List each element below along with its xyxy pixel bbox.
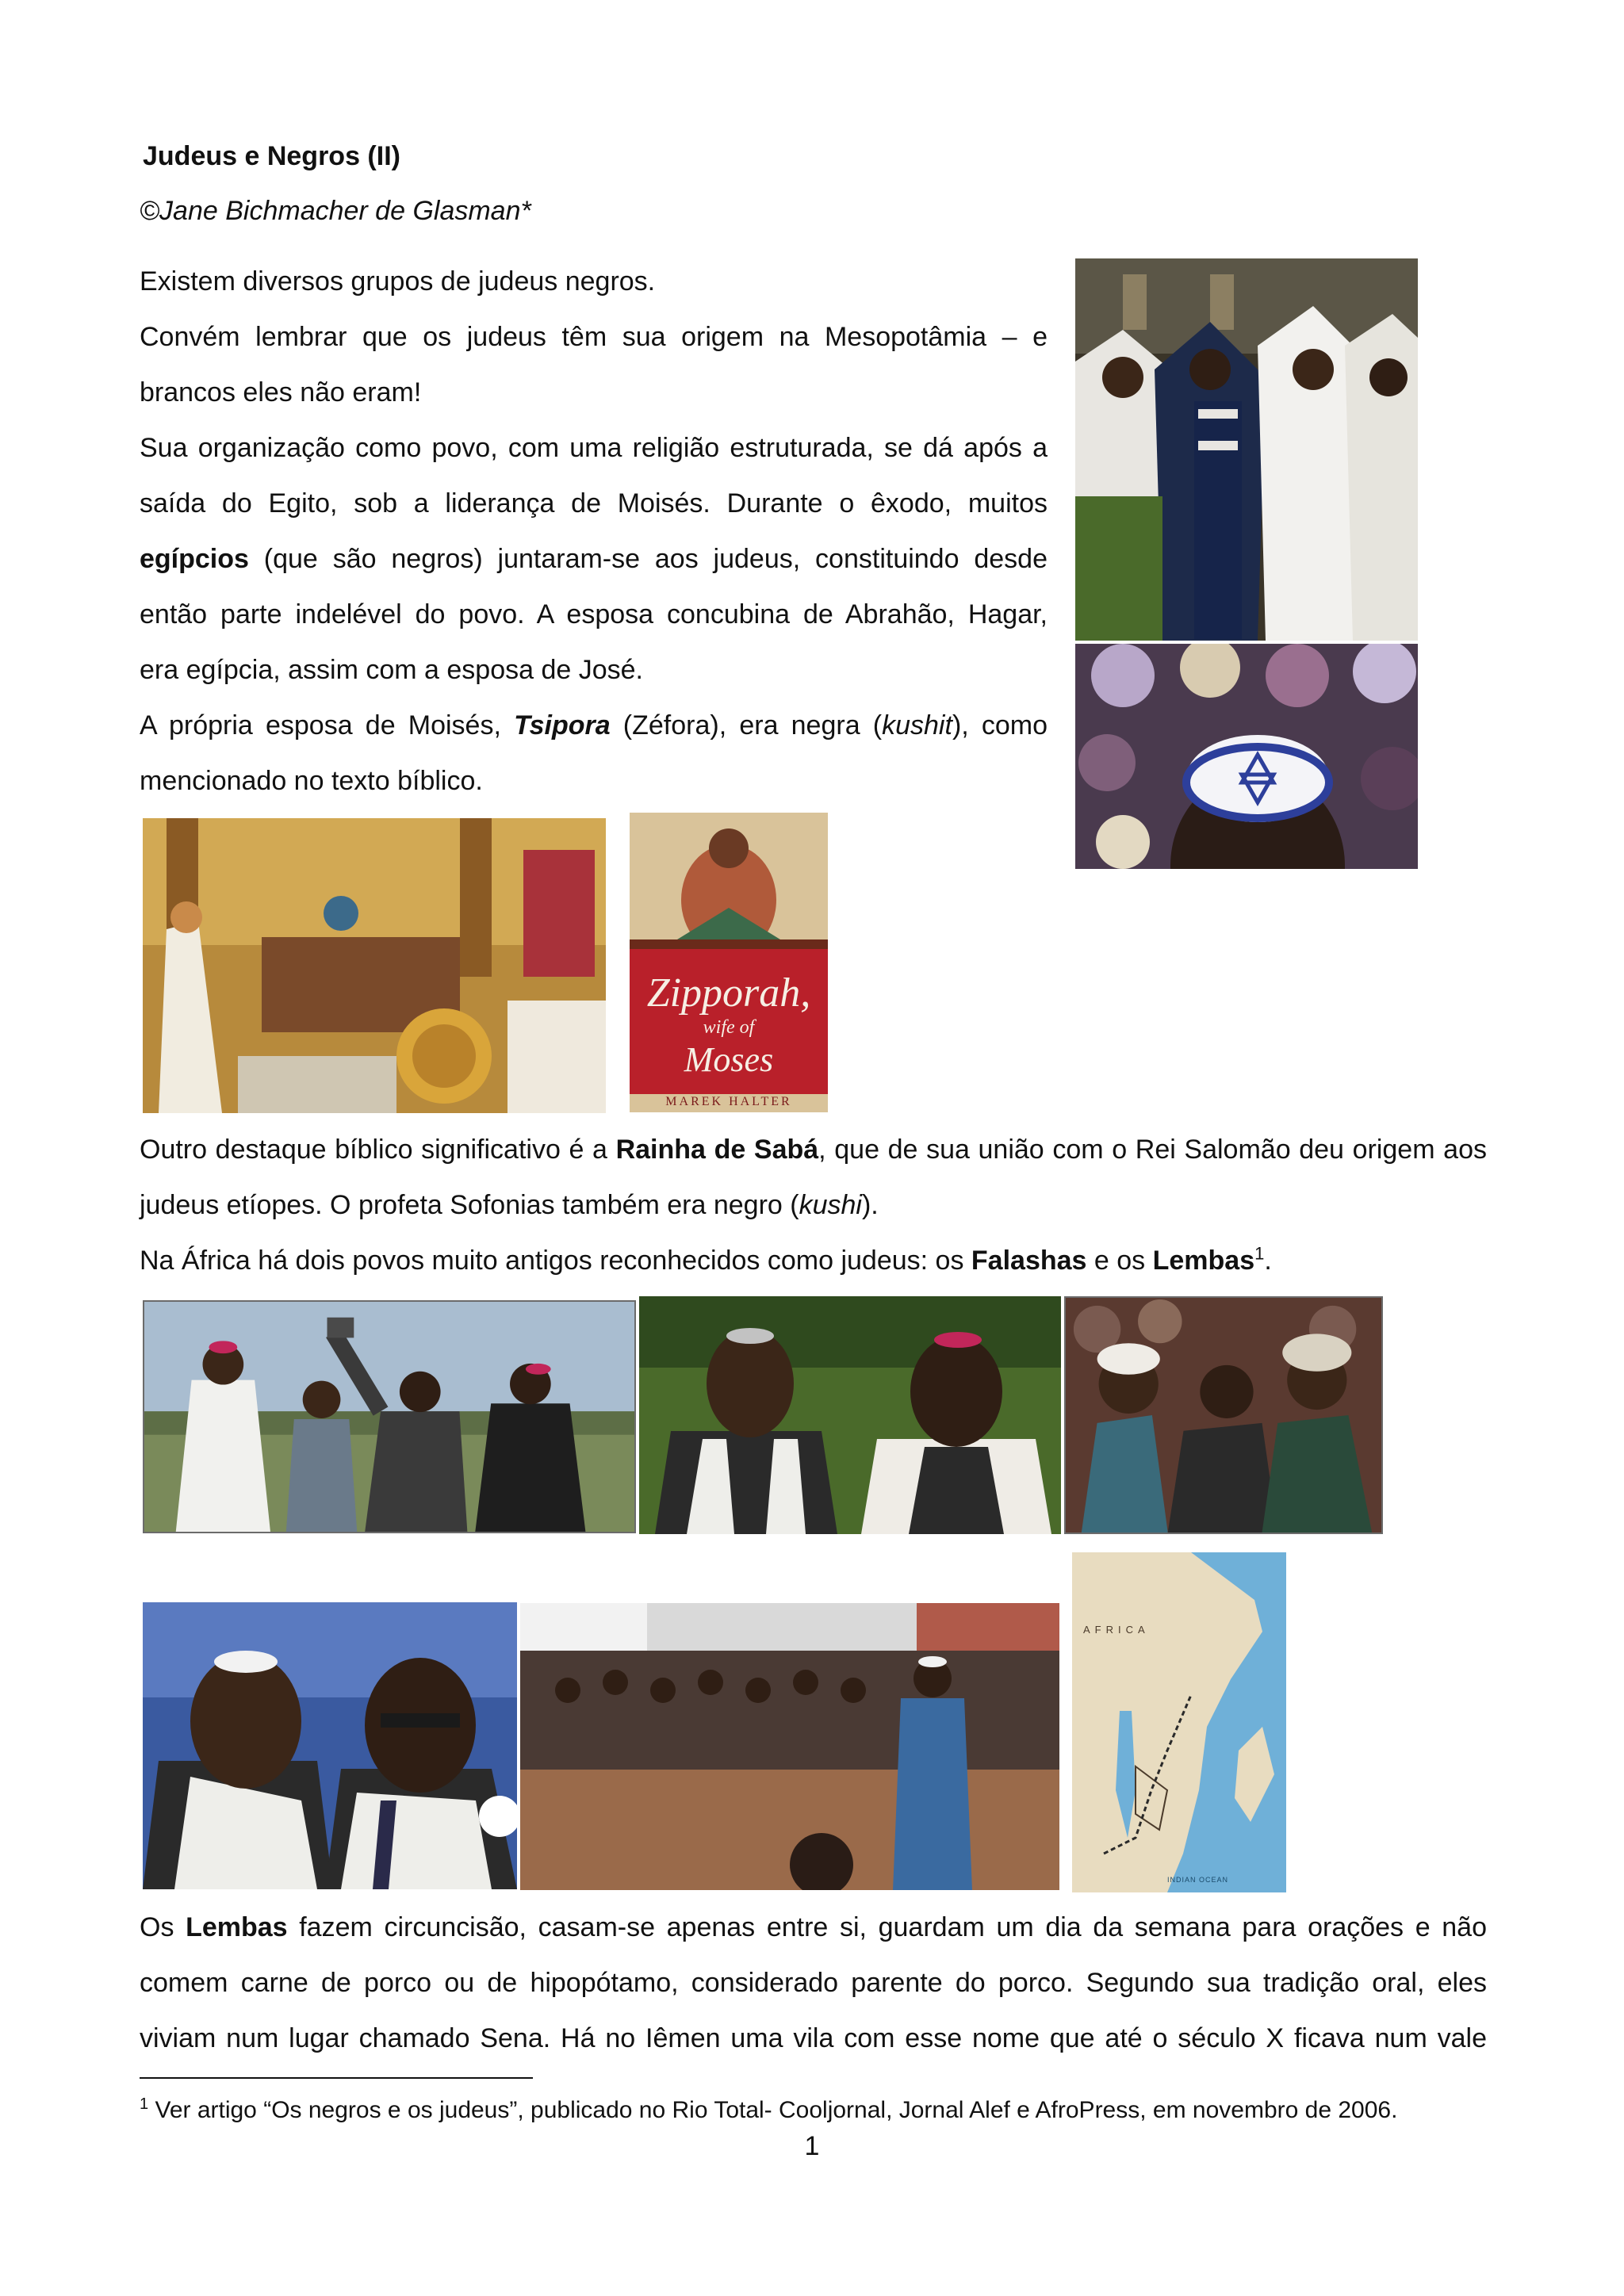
document-author: ©Jane Bichmacher de Glasman*: [140, 196, 531, 226]
paragraph-text: judeus etíopes. O profeta Sofonias também era negro (: [140, 1190, 799, 1220]
paragraph-line: [140, 1900, 1487, 1955]
paragraph-line: [140, 1233, 1487, 1288]
paragraph-text: fazem circuncisão, casam-se apenas entre si, guardam um dia da semana para orações e não: [287, 1912, 1487, 1942]
book-title-line: Moses: [684, 1040, 774, 1079]
book-author: MAREK HALTER: [665, 1095, 792, 1108]
paragraph-line: [140, 1177, 1487, 1233]
bold-term: Falashas: [971, 1246, 1087, 1276]
book-cover-zipporah: [630, 813, 828, 1112]
photo-lemba-blessing: [143, 1300, 636, 1533]
paragraph-text: Na África há dois povos muito antigos reconhecidos como judeus: os: [140, 1246, 971, 1276]
paragraph-text: ), como: [952, 710, 1048, 740]
book-title-line: wife of: [703, 1017, 755, 1038]
footnote: [140, 2095, 1503, 2126]
map-label-africa: AFRICA: [1083, 1624, 1150, 1636]
paragraph-line: [140, 531, 1048, 587]
bold-term: egípcios: [140, 544, 249, 574]
book-title-line: Zipporah,: [646, 970, 811, 1016]
paragraph-line: [140, 698, 1048, 753]
page-number: 1: [804, 2131, 820, 2161]
paragraph-line: [140, 1122, 1487, 1177]
map-label-indian-ocean: INDIAN OCEAN: [1167, 1876, 1229, 1884]
paragraph-text: A própria esposa de Moisés,: [140, 710, 515, 740]
paragraph-text: Os: [140, 1912, 186, 1942]
paragraph-text: ).: [861, 1190, 879, 1220]
bold-term: Lembas: [186, 1912, 288, 1942]
bold-term: Rainha de Sabá: [615, 1135, 819, 1165]
intro-text-column: [140, 254, 1048, 809]
paragraph-line: saída do Egito, sob a liderança de Moisés. Durante o êxodo, muitos: [140, 488, 1048, 519]
paragraph-line: brancos eles não eram!: [140, 377, 422, 408]
bold-term: Lembas: [1152, 1246, 1255, 1276]
paragraph-text: e os: [1086, 1246, 1153, 1276]
photo-lemba-women-celebration: [1064, 1296, 1383, 1534]
paragraph-line: então parte indelével do povo. A esposa concubina de Abrahão, Hagar,: [140, 599, 1048, 629]
paragraph-text: .: [1264, 1246, 1272, 1276]
paragraph-line: viviam num lugar chamado Sena. Há no Iêmen uma vila com esse nome que até o século X ficava num vale: [140, 2023, 1487, 2053]
photo-lemba-men-kippot: [143, 1602, 517, 1889]
paragraph-line: Existem diversos grupos de judeus negros.: [140, 266, 656, 297]
paragraph-text: (que são negros) juntaram-se aos judeus, constituindo desde: [248, 544, 1048, 574]
painting-queen-of-sheba-court: [143, 818, 606, 1113]
footnote-number: 1: [140, 2095, 149, 2113]
paragraph-text: (Zéfora), era negra (: [610, 710, 883, 740]
lembas-paragraph: [140, 1900, 1487, 2066]
paragraph-line: comem carne de porco ou de hipopótamo, considerado parente do porco. Segundo sua tradição oral, eles: [140, 1968, 1487, 1998]
footnote-text: Ver artigo “Os negros e os judeus”, publicado no Rio Total- Cooljornal, Jornal Alef e AfroPress, em novembro de 2006.: [148, 2097, 1398, 2123]
paragraph-line: era egípcia, assim com a esposa de José.: [140, 655, 643, 685]
photo-kippah-star-of-david: [1075, 644, 1418, 869]
map-east-africa: [1072, 1552, 1286, 1892]
photo-ethiopian-jews-prayer-shawls: [1075, 258, 1418, 641]
photo-lemba-gathering-crowd: [520, 1603, 1059, 1890]
bold-italic-term: Tsipora: [514, 710, 611, 740]
paragraph-text: Outro destaque bíblico significativo é a: [140, 1135, 616, 1165]
paragraph-line: Sua organização como povo, com uma religião estruturada, se dá após a: [140, 433, 1048, 463]
paragraph-line: mencionado no texto bíblico.: [140, 766, 483, 796]
main-text-block: [140, 1122, 1487, 1288]
paragraph-line: Convém lembrar que os judeus têm sua origem na Mesopotâmia – e: [140, 322, 1048, 352]
footnote-separator: [140, 2077, 533, 2079]
paragraph-text: , que de sua união com o Rei Salomão deu origem aos: [818, 1135, 1487, 1165]
italic-term: kushit: [882, 710, 952, 740]
footnote-ref: 1: [1254, 1243, 1265, 1264]
photo-lemba-elders: [639, 1296, 1061, 1534]
document-title: Judeus e Negros (II): [143, 141, 400, 171]
italic-term: kushi: [799, 1190, 862, 1220]
